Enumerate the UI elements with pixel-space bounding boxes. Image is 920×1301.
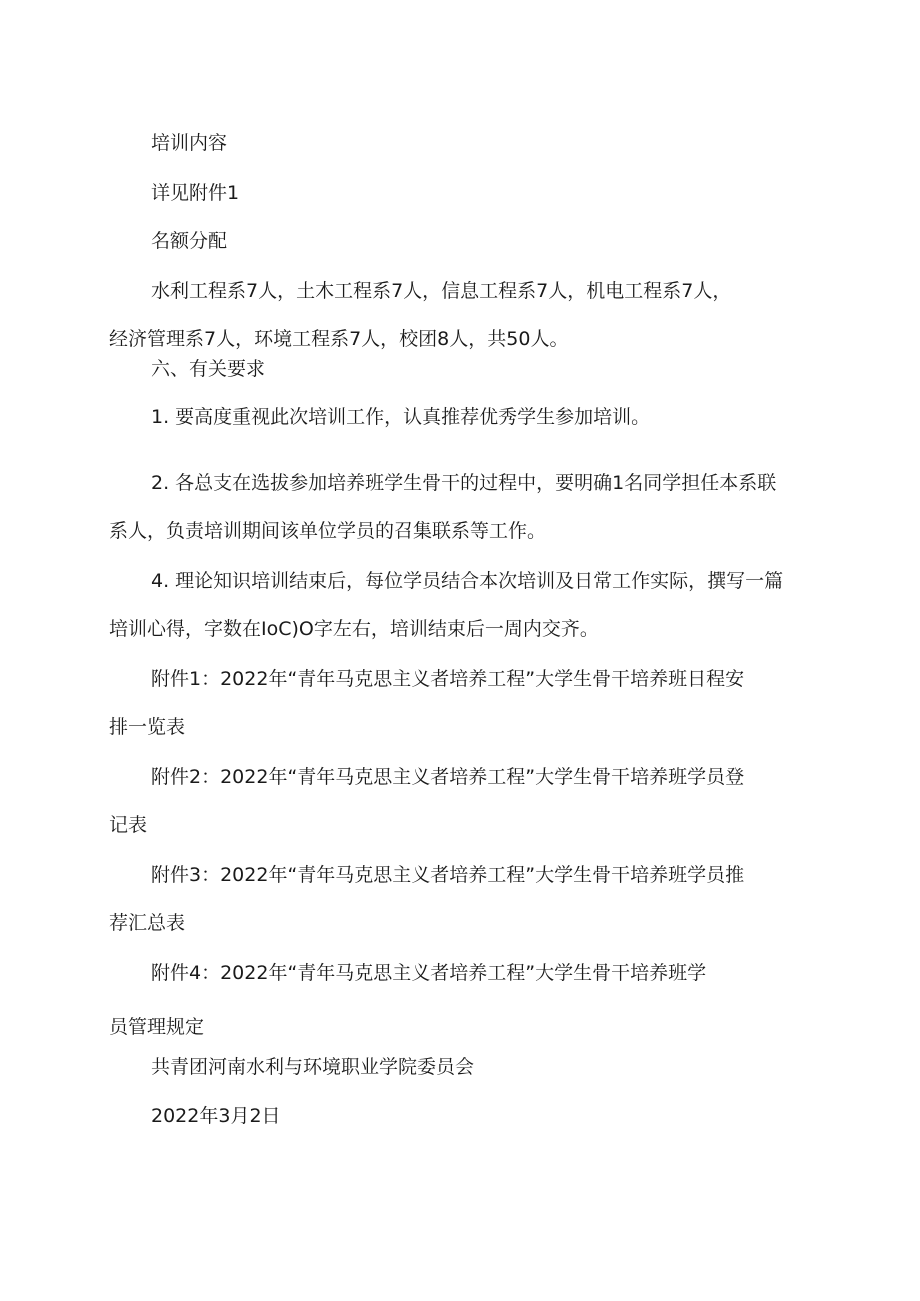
attachment-4-line-2: 员管理规定 xyxy=(109,1016,205,1038)
attachment-1-line-1: 附件1：2022年“青年马克思主义者培养工程”大学生骨干培养班日程安 xyxy=(151,668,745,690)
issuer: 共青团河南水利与环境职业学院委员会 xyxy=(151,1056,475,1078)
attachment-3-line-1: 附件3：2022年“青年马克思主义者培养工程”大学生骨干培养班学员推 xyxy=(151,864,745,886)
heading-training-content: 培训内容 xyxy=(151,132,228,154)
training-content-detail: 详见附件1 xyxy=(151,182,240,204)
attachment-2-line-2: 记表 xyxy=(109,814,148,836)
requirement-2-line-2: 系人，负责培训期间该单位学员的召集联系等工作。 xyxy=(109,520,547,542)
attachment-1-line-2: 排一览表 xyxy=(109,716,186,738)
attachment-3-line-2: 荐汇总表 xyxy=(109,912,186,934)
date: 2022年3月2日 xyxy=(151,1105,281,1127)
requirement-1: 1. 要高度重视此次培训工作，认真推荐优秀学生参加培训。 xyxy=(151,406,651,428)
quota-line-1: 水利工程系7人，土木工程系7人，信息工程系7人，机电工程系7人， xyxy=(151,280,732,302)
requirement-4-line-2: 培训心得，字数在IoC)O字左右，培训结束后一周内交齐。 xyxy=(109,618,599,640)
heading-quota: 名额分配 xyxy=(151,230,228,252)
requirement-4-line-1: 4. 理论知识培训结束后，每位学员结合本次培训及日常工作实际，撰写一篇 xyxy=(151,570,784,592)
attachment-4-line-1: 附件4：2022年“青年马克思主义者培养工程”大学生骨干培养班学 xyxy=(151,962,707,984)
quota-line-2: 经济管理系7人，环境工程系7人，校团8人，共50人。 xyxy=(109,328,569,350)
attachment-2-line-1: 附件2：2022年“青年马克思主义者培养工程”大学生骨干培养班学员登 xyxy=(151,766,745,788)
heading-requirements: 六、有关要求 xyxy=(151,358,266,380)
requirement-2-line-1: 2. 各总支在选拔参加培养班学生骨干的过程中，要明确1名同学担任本系联 xyxy=(151,472,777,494)
